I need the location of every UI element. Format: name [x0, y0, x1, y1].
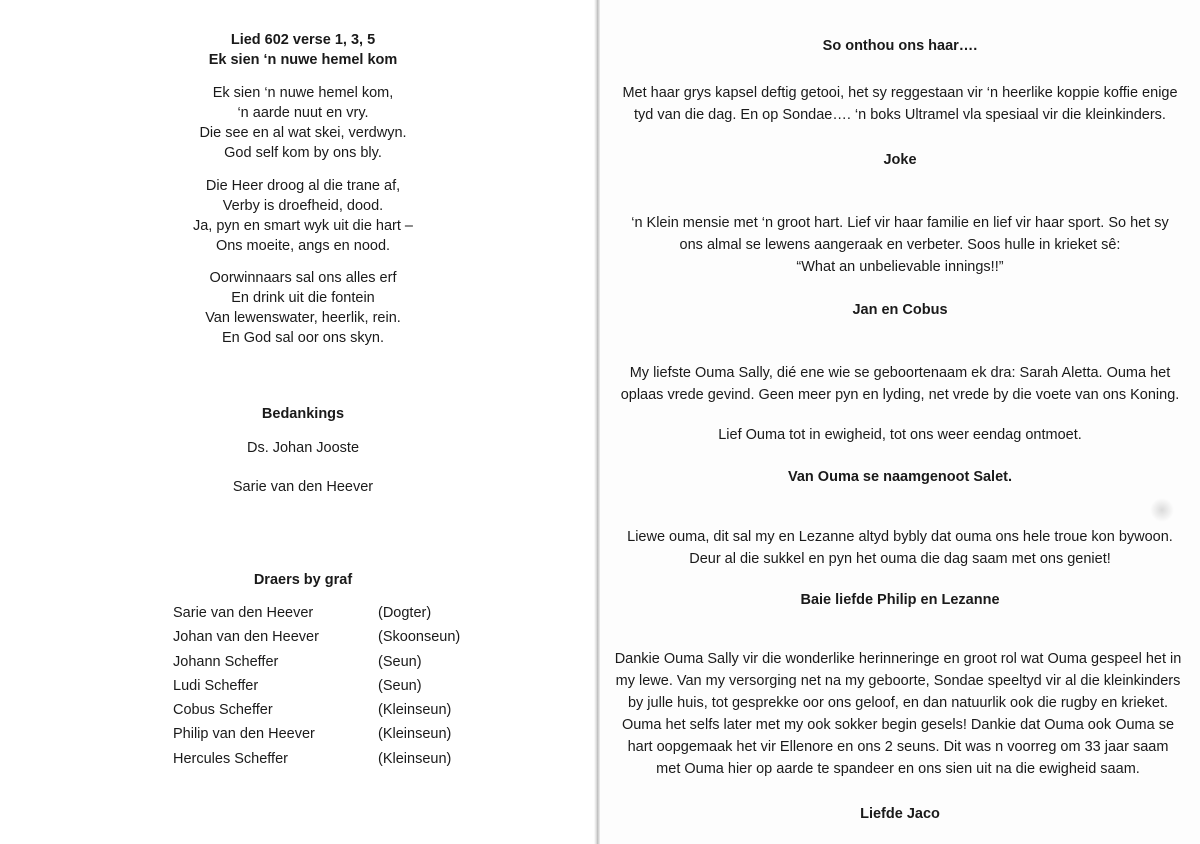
bearer-row — [173, 627, 460, 651]
tribute-line: ons almal se lewens aangeraak en verbeter. Soos hulle in krieket sê: — [679, 237, 1121, 253]
tribute-line: hart oopgemaak het vir Ellenore en ons 2 seuns. Dit was n voorreg om 33 jaar saam — [627, 739, 1169, 755]
tribute-line: my lewe. Van my versorging net na my geboorte, Sondae speeltyd vir al die kleinkinders — [615, 673, 1181, 689]
stanza-line: Ons moeite, angs en nood. — [215, 238, 391, 254]
tribute-line: Liewe ouma, dit sal my en Lezanne altyd bybly dat ouma ons hele troue kon bywoon. — [627, 529, 1173, 545]
hymn-title — [10, 30, 596, 70]
stanza-line: Verby is droefheid, dood. — [222, 198, 384, 214]
bearer-relation: (Seun) — [378, 653, 422, 670]
bearer-relation: (Seun) — [378, 677, 422, 694]
tribute-text — [614, 362, 1186, 406]
stanza-line: God self kom by ons bly. — [224, 145, 382, 161]
bearer-name: Hercules Scheffer — [173, 750, 288, 767]
tribute-text — [610, 648, 1186, 780]
tribute-signature: Liefde Jaco — [860, 806, 940, 822]
stanza-line: Die see en al wat skei, verdwyn. — [199, 125, 407, 141]
tribute-line: by julle huis, tot gesprekke oor ons geloof, en dan natuurlik ook die rugby en krieket. — [627, 695, 1169, 711]
stanza-line: ‘n aarde nuut en vry. — [237, 105, 369, 121]
tribute-line: oplaas vrede gevind. Geen meer pyn en lyding, net vrede by die voete van ons Koning. — [620, 387, 1180, 403]
stanza-line: Ek sien ‘n nuwe hemel kom, — [212, 85, 394, 101]
bearers-list — [173, 603, 460, 773]
bearer-row — [173, 749, 460, 773]
tribute-line: ‘n Klein mensie met ‘n groot hart. Lief vir haar familie en lief vir haar sport. So het sy — [631, 215, 1169, 231]
bearer-name: Johann Scheffer — [173, 653, 279, 670]
bearer-name: Philip van den Heever — [173, 726, 315, 743]
hymn-title-line-2: Ek sien ‘n nuwe hemel kom — [208, 52, 398, 68]
tribute-line: Deur al die sukkel en pyn het ouma die dag saam met ons geniet! — [689, 551, 1111, 567]
tribute-line: Dankie Ouma Sally vir die wonderlike herinneringe en groot rol wat Ouma gespeel het in — [614, 651, 1182, 667]
thanks-name: Ds. Johan Jooste — [246, 440, 360, 456]
stanza-line: Van lewenswater, heerlik, rein. — [205, 310, 401, 326]
bearer-name: Ludi Scheffer — [173, 677, 259, 694]
bearer-row — [173, 724, 460, 748]
bearer-relation: (Dogter) — [378, 605, 432, 621]
bearers-heading: Draers by graf — [253, 572, 353, 588]
hymn-stanza-1 — [10, 83, 596, 163]
paper-smudge — [1150, 498, 1174, 522]
thanks-heading: Bedankings — [261, 406, 345, 422]
tribute-text — [614, 212, 1186, 278]
stanza-line: Die Heer droog al die trane af, — [205, 178, 401, 194]
tribute-line: Met haar grys kapsel deftig getooi, het sy reggestaan vir ‘n heerlike koppie koffie enige — [622, 85, 1178, 101]
bearer-relation: (Skoonseun) — [378, 629, 461, 646]
left-page — [0, 0, 596, 844]
tribute-line: My liefste Ouma Sally, dié ene wie se geboortenaam ek dra: Sarah Aletta. Ouma het — [629, 365, 1171, 381]
stanza-line: Ja, pyn en smart wyk uit die hart – — [192, 218, 413, 234]
stanza-line: Oorwinnaars sal ons alles erf — [209, 270, 397, 286]
bearer-name: Cobus Scheffer — [173, 702, 273, 719]
tribute-signature: Joke — [883, 152, 917, 168]
tribute-text — [614, 526, 1186, 570]
tribute-signature: Van Ouma se naamgenoot Salet. — [787, 469, 1012, 485]
right-page — [600, 0, 1200, 844]
stanza-line: En drink uit die fontein — [231, 290, 375, 306]
tribute-signature: Jan en Cobus — [852, 302, 948, 318]
tribute-text — [614, 82, 1186, 126]
stanza-line: En God sal oor ons skyn. — [222, 330, 384, 346]
bearer-row — [173, 700, 460, 724]
hymn-stanza-2 — [10, 176, 596, 256]
tribute-line: Ouma het selfs later met my ook sokker begin gesels! Dankie dat Ouma ook Ouma se — [621, 717, 1175, 733]
bearer-relation: (Kleinseun) — [378, 726, 452, 743]
tribute-line: tyd van die dag. En op Sondae…. ‘n boks Ultramel vla spesiaal vir die kleinkinders. — [634, 107, 1166, 123]
bearer-name: Johan van den Heever — [173, 629, 319, 646]
bearer-relation: (Kleinseun) — [378, 750, 452, 767]
tributes-heading: So onthou ons haar…. — [822, 38, 978, 54]
bearer-relation: (Kleinseun) — [378, 702, 452, 719]
bearer-row — [173, 676, 460, 700]
thanks-name: Sarie van den Heever — [232, 479, 374, 495]
bearer-row — [173, 652, 460, 676]
hymn-stanza-3 — [10, 268, 596, 348]
bearer-row — [173, 603, 460, 627]
tribute-line: “What an unbelievable innings!!” — [796, 259, 1004, 275]
tribute-line: met Ouma hier op aarde te spandeer en ons sien uit na die ewigheid saam. — [656, 761, 1140, 777]
hymn-title-line-1: Lied 602 verse 1, 3, 5 — [230, 32, 376, 48]
bearer-name: Sarie van den Heever — [173, 605, 314, 621]
tribute-extra-line: Lief Ouma tot in ewigheid, tot ons weer eendag ontmoet. — [718, 427, 1082, 443]
tribute-signature: Baie liefde Philip en Lezanne — [800, 592, 1000, 608]
